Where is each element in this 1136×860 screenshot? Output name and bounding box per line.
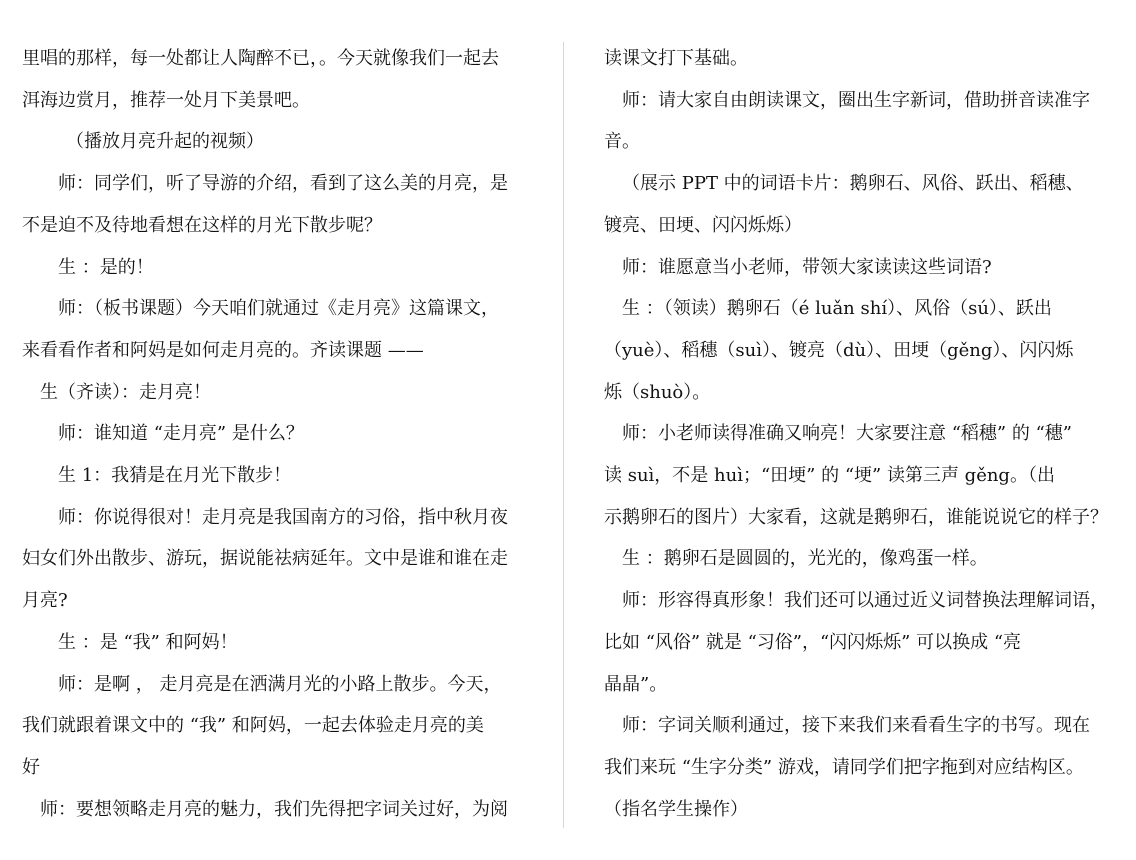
column-divider <box>563 42 564 828</box>
left-para-chorus: 生（齐读）：走月亮！ <box>40 381 211 403</box>
right-line-8: （yuè）、稻穗（suì）、镀亮（dù）、田埂（gěng）、闪闪烁 <box>604 339 1074 361</box>
left-line-5: 不是迫不及待地看想在这样的月光下散步呢？ <box>22 214 382 236</box>
left-line-13: 妇女们外出散步、游玩，据说能祛病延年。文中是谁和谁在走 <box>22 548 508 570</box>
left-line-2: 洱海边赏月，推荐一处月下美景吧。 <box>22 89 310 111</box>
left-para-student-yes: 生 ：是的！ <box>58 256 154 278</box>
right-para-egg: 生 ：鹅卵石是圆圆的，光光的，像鸡蛋一样。 <box>622 548 988 570</box>
left-line-14: 月亮? <box>22 590 68 612</box>
right-line-14: 师：形容得真形象！我们还可以通过近义词替换法理解词语， <box>622 590 1108 612</box>
left-line-16: 师：是啊 ， 走月亮是在洒满月光的小路上散步。今天， <box>58 673 502 695</box>
right-line-11: 读 suì，不是 huì；“田埂” 的 “埂” 读第三声 gěng。（出 <box>604 465 1055 487</box>
right-line-7: 生 ：（领读）鹅卵石（é luǎn shí）、风俗（sú）、跃出 <box>622 298 1052 320</box>
left-para-video: （播放月亮升起的视频） <box>66 131 264 153</box>
right-line-3: 音。 <box>604 131 640 153</box>
left-line-4: 师：同学们，听了导游的介绍，看到了这么美的月亮，是 <box>58 173 508 195</box>
right-column <box>604 38 1108 830</box>
right-line-12: 示鹅卵石的图片）大家看，这就是鹅卵石，谁能说说它的样子？ <box>604 506 1108 528</box>
right-line-4: （展示 PPT 中的词语卡片：鹅卵石、风俗、跃出、稻穗、 <box>622 173 1084 195</box>
left-para-guess: 生 1：我猜是在月光下散步！ <box>58 465 292 487</box>
right-para-first: 读课文打下基础。 <box>604 48 748 69</box>
right-line-5: 镀亮、田埂、闪闪烁烁） <box>604 214 802 236</box>
left-line-8: 来看看作者和阿妈是如何走月亮的。齐读课题 —— <box>22 339 424 361</box>
left-line-1: 里唱的那样，每一处都让人陶醉不已，。今天就像我们一起去 <box>22 48 499 69</box>
left-para-question: 师：谁知道 “走月亮” 是什么？ <box>58 423 304 445</box>
right-line-9: 烁（shuò）。 <box>604 381 711 403</box>
left-line-18: 好 <box>22 756 40 778</box>
right-line-17: 师：字词关顺利通过，接下来我们来看看生字的书写。现在 <box>622 715 1090 737</box>
right-line-2: 师：请大家自由朗读课文，圈出生字新词，借助拼音读准字 <box>622 89 1090 111</box>
right-line-18: 我们来玩 “生字分类” 游戏，请同学们把字拖到对应结构区。 <box>604 756 1084 778</box>
left-line-7: 师：（板书课题）今天咱们就通过《走月亮》这篇课文， <box>58 298 499 320</box>
left-line-17: 我们就跟着课文中的 “我” 和阿妈，一起去体验走月亮的美 <box>22 715 484 737</box>
left-para-last: 师：要想领略走月亮的魅力，我们先得把字词关过好，为阅 <box>40 798 508 820</box>
right-line-10: 师：小老师读得准确又响亮！大家要注意 “稻穗” 的 “穗” <box>622 423 1072 445</box>
right-line-19: （指名学生操作） <box>604 798 748 820</box>
right-line-16: 晶晶”。 <box>604 673 668 695</box>
left-para-answer: 生 ：是 “我” 和阿妈！ <box>58 631 238 653</box>
left-line-12: 师：你说得很对！走月亮是我国南方的习俗，指中秋月夜 <box>58 506 508 528</box>
right-line-15: 比如 “风俗” 就是 “习俗”，“闪闪烁烁” 可以换成 “亮 <box>604 631 1022 653</box>
right-para-volunteer: 师：谁愿意当小老师，带领大家读读这些词语? <box>622 256 992 278</box>
left-column <box>22 38 524 830</box>
